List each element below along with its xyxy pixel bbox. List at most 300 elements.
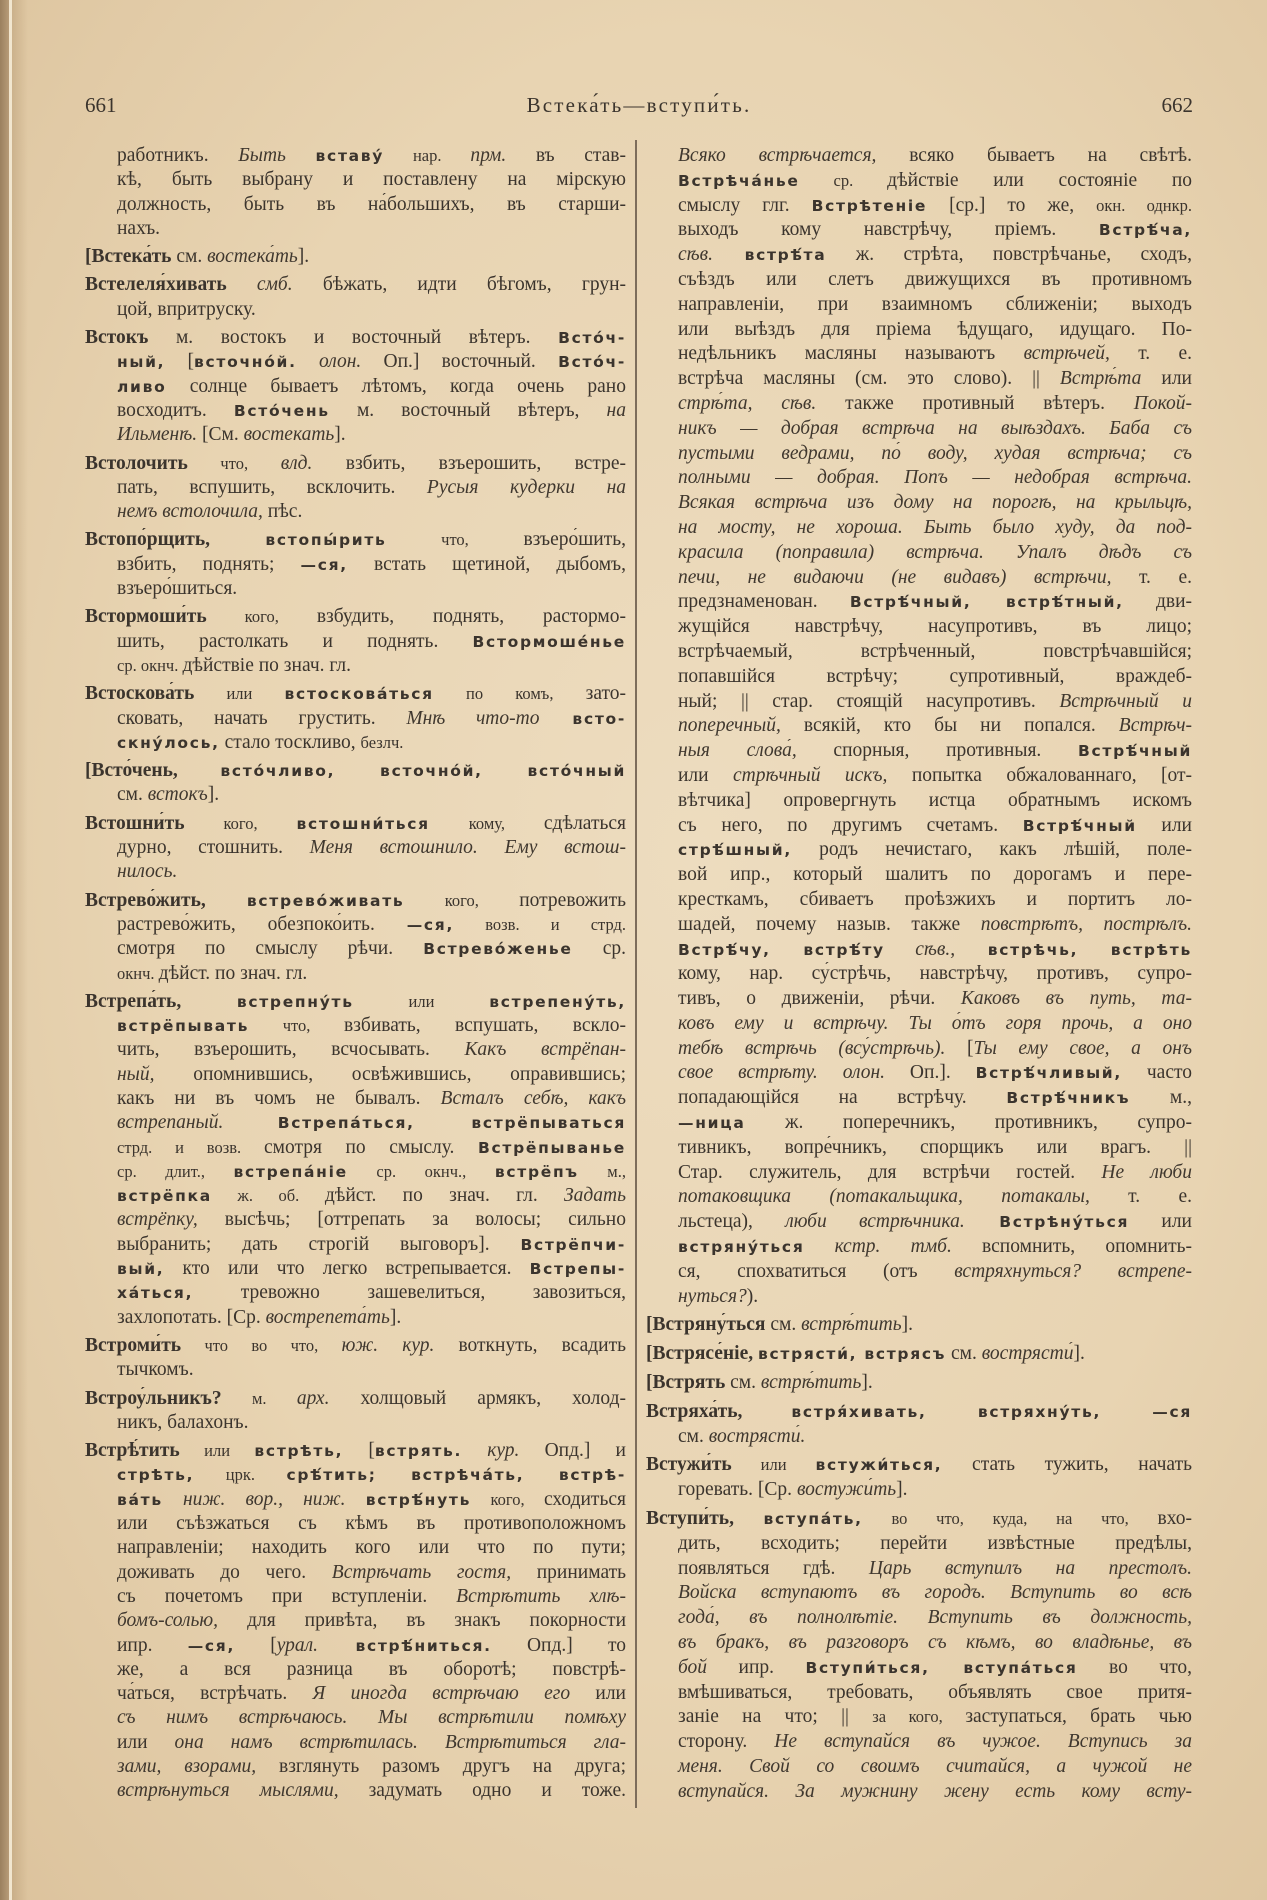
italic-example: красила (поправила) встрѣча. Упалъ дѣдъ съ [678,541,1192,563]
entry-line [85,1233,626,1257]
definition-text: ]. [896,1479,908,1501]
italic-example: Встрѣч- [1118,715,1192,737]
sub-headword: всто́чливо, всточно́й, всто́чный [220,762,626,781]
definition-text: взглянуть разомъ другъ на друга; [256,1756,626,1777]
definition-text: дѣйст. по знач. гл. [158,962,308,984]
entry-line [646,1136,1192,1161]
entry-line [85,1512,626,1536]
entry-line [646,1111,1192,1136]
italic-example: Всталъ себѣ, какъ [440,1087,626,1109]
grammar-abbreviation: кому, [429,813,544,833]
grammar-abbreviation: м., [578,1161,626,1181]
sub-headword: встрепа́ніе [233,1162,348,1181]
italic-example: Всяко встрѣчается, [678,145,877,166]
entry-line [85,654,626,678]
entry-line [85,528,626,552]
definition-text: ]. [389,1306,402,1328]
definition-text: нахъ. [117,217,161,239]
entry-line [646,714,1192,739]
sub-headword: скну́лось, [117,733,220,752]
definition-text: пать, вспушить, всклочить. [117,476,427,498]
entry-line [646,442,1192,467]
headword: Встужи́ть [646,1454,732,1476]
definition-text: взбить, поднять; [117,553,301,575]
entry-line [85,1706,626,1730]
definition-text: [ [235,1634,277,1656]
sub-headword: встрѣть, [254,1442,344,1461]
entry-line [85,1208,626,1232]
entry-line [646,1681,1192,1706]
entry-line [646,1581,1192,1606]
sub-headword: встрять. [374,1442,463,1461]
dictionary-entry [646,1371,1192,1396]
definition-text: ср. [572,938,626,960]
definition-text: дѣйствіе или состояніе по [887,169,1192,191]
definition-text: т. е. [1111,566,1192,588]
definition-text: дить, всходить; перейти извѣстные предѣлы, [678,1532,1192,1554]
sub-headword: вый, [117,1260,165,1279]
sub-headword: Встрёпыванье [477,1138,626,1157]
headword: [Встряну́ться [646,1314,766,1336]
sub-headword: ный, [117,353,166,372]
definition-text: кѣ, быть выбрану и поставлену на мірскую [117,169,626,191]
definition-text: см. [946,1343,982,1365]
page-number-right: 662 [1161,93,1193,117]
entry-line [646,690,1192,715]
sub-headword: встошни́ться [296,814,430,833]
entry-line [646,1631,1192,1656]
definition-text: задумать одно и тоже. [338,1780,626,1802]
definition-text: взбивать, вспушать, вскло- [344,1015,626,1037]
entry-line [85,298,626,322]
italic-example: арх. [296,1387,330,1409]
entry-line [646,392,1192,417]
italic-example: сѣв. [752,392,817,414]
grammar-abbreviation: ср. [799,170,888,190]
italic-example: Меня встошнило. Ему встош- [309,837,626,859]
sub-headword: Встрѣ́чный [1077,742,1192,761]
entry-line [85,1463,626,1487]
italic-example: встрѣчей, [1023,343,1110,365]
italic-example: Быть [238,145,316,166]
headword: Встряха́ть, [646,1400,792,1422]
sub-headword: Встрепа́ться, встрёпываться [277,1114,626,1133]
definition-text: воткнуть, всадить [434,1334,626,1356]
italic-example: Покой- [1133,392,1192,414]
definition-text: попавшійся встрѣчу; супротивный, враждеб- [678,665,1192,687]
entry-line [646,814,1192,839]
entry-line [646,293,1192,318]
definition-text: ипр. [707,1656,806,1678]
entry-line [646,566,1192,591]
italic-example: прм. [470,145,507,166]
definition-text: ча́ться, встрѣчать. [117,1683,313,1705]
sub-headword: стрѣ́шный, [678,841,792,860]
entry-line [646,417,1192,442]
entry-line [646,342,1192,367]
definition-text: солнце бываетъ лѣтомъ, когда очень рано [166,375,626,397]
definition-text: ся, спохватиться (отъ [678,1260,955,1282]
headword: Встрепа́ть, [85,990,237,1012]
definition-text: восходитъ. [117,399,234,421]
definition-text: сковать, начать грустить. [117,707,407,729]
definition-text: ипр. [117,1634,188,1656]
page-binding-edge [0,0,9,1900]
definition-text: стало тоскливо, [219,731,361,753]
definition-text: или [1129,1211,1192,1233]
definition-text: дурно, стошнить. [117,837,310,859]
entry-line [646,1185,1192,1210]
italic-example: пустыми ведрами, по́ воду, худая встрѣча; съ [678,442,1192,464]
italic-example: Войска вступаютъ въ городъ. Вступить во всѣ [678,1582,1192,1604]
definition-text: смотря по смыслу рѣчи. [117,938,424,960]
dictionary-entry [85,452,626,525]
italic-example: ный, [117,1063,155,1085]
sub-headword: Встрѣтеніе [811,196,928,215]
grammar-abbreviation: ж. об. [211,1186,325,1206]
sub-headword: встрёпъ [494,1162,579,1181]
headword: Встопо́рщить, [85,529,266,551]
dictionary-entry [85,326,626,447]
italic-example: Какъ встрёпан- [464,1039,626,1061]
definition-text: стать тужить, начать [942,1454,1192,1476]
running-title: Встека́ть—вступи́ть. [526,93,752,117]
entry-line [646,1342,1192,1367]
entry-line [85,1779,626,1803]
definition-text: работникъ. [117,145,239,166]
entry-line [85,682,626,706]
italic-example: стрѣ́та, [678,392,753,414]
entry-line [85,707,626,731]
italic-example: встрѣ́тить [801,1314,902,1336]
sub-headword: Встрёпчи- [520,1235,626,1254]
definition-text: встать щетиной, дыбомъ, [347,553,626,575]
definition-text: чить, взъерошить, всчосывать. [117,1039,465,1061]
sub-headword: встопы́рить [265,531,387,550]
definition-text: съ почетомъ при вступленіи. [117,1585,457,1607]
italic-example: олон. [296,351,362,373]
entry-line [85,1609,626,1633]
entry-line [646,1606,1192,1631]
entry-line [85,630,626,654]
sub-headword: Встрепы- [529,1260,626,1279]
definition-text: холщовый армякъ, холод- [329,1387,626,1409]
column-divider [635,140,637,1808]
sub-headword: встрёпывать [117,1017,250,1036]
headword: Встолочить [85,452,188,474]
definition-text: т. е. [1109,343,1192,365]
definition-text: см. [765,1314,802,1336]
entry-line [85,731,626,755]
grammar-abbreviation: окнч. [117,963,159,983]
grammar-abbreviation: или [731,1455,816,1475]
grammar-abbreviation: нар. [384,146,471,165]
right-column [646,144,1192,1805]
sub-headword: встрево́живать [246,891,405,910]
italic-example: Мнѣ что-то [406,707,540,729]
entry-line [646,1705,1192,1730]
entry-line [85,375,626,399]
entry-line [646,789,1192,814]
definition-text: ]. [901,1314,913,1336]
italic-example: Русыя кудерки на [426,476,626,498]
italic-example: бомъ-солью, [117,1610,219,1632]
italic-example: ковъ ему и встрѣчу. Ты о́тъ горя прочь, а оно [678,1012,1192,1034]
definition-text: Опд.] то [491,1634,626,1656]
sub-headword: Встрѣну́ться [964,1213,1130,1232]
entry-line [646,665,1192,690]
grammar-abbreviation: или [353,991,490,1011]
definition-text: см. [171,246,208,268]
definition-text: появляться гдѣ. [678,1557,869,1579]
headword: [Встрясе́ніе, [646,1343,758,1365]
italic-example: Всякая встрѣча изъ дому на порогѣ, на крыльцѣ, [678,492,1192,514]
definition-text: выбранить; дать строгій выговоръ]. [117,1233,521,1255]
entry-line [85,1038,626,1062]
italic-example: поперечный, [678,715,781,737]
definition-text: или [117,1731,175,1753]
definition-text: должность, быть въ на́большихъ, въ старши- [117,193,626,215]
grammar-abbreviation: или [194,684,285,704]
italic-example: бой [678,1656,708,1678]
entry-line [646,863,1192,888]
definition-text: захлопотать. [Ср. [117,1306,266,1328]
definition-text: жущійся навстрѣчу, насупротивъ, въ лицо; [678,616,1192,638]
italic-example: полными — добрая. Попъ — недобрая встрѣча. [678,467,1192,489]
headword: Встроми́ть [85,1334,182,1356]
entry-line [85,1488,626,1512]
italic-example: она намъ встрѣтилась. Встрѣтиться гла- [174,1731,626,1753]
grammar-abbreviation: кого, [184,813,297,833]
entry-line [646,1061,1192,1086]
entry-line [85,350,626,374]
sub-headword: Встрѣ́чный, встрѣ́тный, [849,593,1124,612]
left-column [85,144,626,1804]
entry-line [85,1358,626,1382]
grammar-abbreviation: ср. окнч. [117,655,183,675]
entry-line [646,1012,1192,1037]
entry-line [85,1063,626,1087]
entry-line [85,1014,626,1038]
italic-example: немъ встолочила, [117,501,263,523]
definition-text: ]. [207,784,220,806]
definition-text: опомнившись, освѣжившись, оправившись; [154,1063,626,1085]
definition-text: м. востокъ и восточный вѣтеръ. [148,327,559,349]
entry-line [646,1260,1192,1285]
sub-headword: Встрѣ́чникъ [1006,1089,1131,1108]
definition-text: во что, [1077,1656,1192,1678]
grammar-abbreviation: безлч. [360,732,404,752]
definition-text: смотря по смыслу. [263,1136,478,1158]
italic-example: юж. кур. [341,1334,435,1356]
definition-text: съѣздъ или слетъ движущихся въ противномъ [678,268,1192,290]
entry-line [646,243,1192,268]
italic-example: встряхнуться? встрепе- [954,1260,1192,1282]
dictionary-entry [646,1342,1192,1367]
definition-text: растрево́жить, обезпоко́ить. [117,913,407,935]
entry-line [646,739,1192,764]
definition-text: Оп.] восточный. [361,351,559,373]
definition-text: льстеца), [678,1211,786,1233]
entry-line [646,466,1192,491]
entry-line [646,1371,1192,1396]
entry-line [646,838,1192,863]
entry-line [85,399,626,423]
dictionary-entry [646,1507,1192,1805]
italic-example: вступайся. За мужнину жену есть кому всту- [678,1780,1192,1802]
italic-example: встрѣ́тить [760,1372,862,1394]
entry-line [646,590,1192,615]
grammar-abbreviation: что, [187,453,281,473]
italic-example: зами, взорами, [117,1756,257,1777]
definition-text: шадей, почему назыв. также [678,913,981,935]
entry-line [85,962,626,986]
definition-text: м. восточный вѣтеръ, [329,399,607,421]
entry-line [85,1634,626,1658]
entry-line [85,1536,626,1560]
italic-example: тебѣ встрѣчь (всу́стрѣчь). [678,1037,946,1059]
sub-headword: —ся, [406,915,455,934]
sub-headword: встряну́ться [678,1238,805,1257]
definition-text: цой, впритруску. [117,298,256,320]
definition-text: спорныя, противныя. [796,740,1078,762]
definition-text: всякій, кто бы ни попался. [780,715,1119,737]
entry-line [646,268,1192,293]
italic-example: востека́ть [207,246,298,268]
italic-example: печи, не видаючи (не видавъ) встрѣчи, [678,566,1112,588]
italic-example: Встрѣ́та [1059,368,1142,390]
entry-line [85,913,626,937]
italic-example: встокъ [147,784,208,806]
definition-text: кому, нар. су́стрѣчь, навстрѣчу, противъ, супро- [678,963,1192,985]
definition-text: въ став- [506,145,626,166]
entry-line [85,937,626,961]
entry-line [85,577,626,601]
definition-text: доживать до чего. [117,1561,332,1583]
italic-example: Ты ему свое, а онъ [973,1037,1192,1059]
definition-text: предзнаменован. [678,591,850,613]
definition-text: же, а вся разница въ оборотѣ; повстрѣ- [117,1658,626,1680]
entry-line [646,615,1192,640]
definition-text: вой ипр., который шалитъ по дорогамъ и пере- [678,864,1192,886]
definition-text: или съѣзжаться съ кѣмъ въ противоположномъ [117,1513,626,1535]
entry-line [85,605,626,629]
definition-text: [ср.] то же, [927,194,1097,216]
entry-line [646,194,1192,219]
italic-example: кур. [462,1440,520,1462]
sub-headword: всточно́й. [194,353,297,372]
definition-text: или выѣздъ для пріема ѣдущаго, идущаго. По- [678,318,1192,340]
grammar-abbreviation: ср. окнч., [347,1161,495,1181]
definition-text: пѣс. [262,501,303,523]
entry-line [85,860,626,884]
italic-example: востужи́ть [796,1479,897,1501]
entry-line [85,990,626,1014]
entry-line [646,516,1192,541]
definition-text: ный; || стар. стоящій насупротивъ. [678,690,1060,712]
definition-text: или [1141,368,1192,390]
entry-line [85,759,626,783]
headword: Встроу́льникъ? [85,1387,222,1409]
entry-line [85,1257,626,1281]
italic-example: ныя слова́, [678,740,797,762]
definition-text: сходиться [543,1488,626,1510]
entry-line [646,1730,1192,1755]
entry-line [85,553,626,577]
entry-line [646,1235,1192,1260]
definition-text: или [678,764,734,786]
entry-line [85,476,626,500]
entry-line [646,318,1192,343]
headword: Встоскова́ть [85,683,195,705]
entry-line [85,168,626,192]
dictionary-entry [85,273,626,322]
definition-text: [ [945,1037,974,1059]
sub-headword: ха́ться, [117,1284,194,1303]
definition-text: Стар. служитель, для встрѣчи гостей. [678,1161,1102,1183]
definition-text: всяко бываетъ на свѣтѣ. [876,145,1192,166]
sub-headword: Всто́чень [233,401,330,420]
grammar-abbreviation: что, [249,1016,344,1036]
definition-text: вхо- [1157,1508,1192,1530]
definition-text: Оп.]. [885,1062,976,1084]
grammar-abbreviation: кого, [471,1489,544,1509]
sub-headword: ва́ть [117,1490,163,1509]
italic-example: встрепаный. [117,1112,278,1134]
italic-example: ниж. вор., ниж. [162,1488,366,1510]
dictionary-entry [646,1453,1192,1503]
definition-text: заніе на что; || [678,1706,873,1728]
definition-text: высѣчь; [оттрепать за волосы; сильно [197,1209,626,1231]
sub-headword: Всто́ч- [558,353,626,372]
definition-text: ж. поперечникъ, противникъ, супро- [745,1112,1192,1134]
definition-text: попадающійся на встрѣчу. [678,1087,1007,1109]
definition-text: ]. [861,1372,873,1394]
entry-line [85,1184,626,1208]
definition-text: взбить, взъерошить, встре- [312,452,626,474]
entry-line [85,500,626,524]
sub-headword: —ся, [300,555,348,574]
italic-example: вострепета́ть [265,1306,390,1328]
entry-line [85,217,626,241]
sub-headword: всто- [539,709,626,728]
headword: [Встека́ть [85,246,172,268]
entry-line [85,193,626,217]
sub-headword: Встрево́женье [423,940,573,959]
definition-text: дѣйст. по знач. гл. [324,1185,565,1207]
sub-headword: Встрѣ́ча, [1098,221,1192,240]
headword: [Встрять [646,1372,726,1394]
dictionary-entry [85,990,626,1330]
dictionary-entry [85,812,626,885]
italic-example: встрѣнуться мыслями, [117,1780,339,1802]
sub-headword: Вступи́ться, вступа́ться [805,1658,1078,1677]
definition-text: ]. [1073,1343,1085,1365]
sub-headword: встрепну́ть [236,992,354,1011]
grammar-abbreviation: что во что, [181,1335,342,1355]
italic-example: встрёпку, [117,1209,198,1231]
running-header [85,92,1193,118]
headword: Встошни́ть [85,812,185,834]
grammar-abbreviation: ср. длит., [117,1161,234,1181]
dictionary-entry [85,245,626,269]
entry-line [646,1161,1192,1186]
definition-text: дви- [1123,591,1192,613]
sub-headword: встрѣ́та [713,246,827,265]
definition-text: вмѣшиваться, требовать, объявлять свое притя- [678,1681,1192,1703]
entry-line [646,1210,1192,1235]
definition-text: какъ ни въ чомъ не бывалъ. [117,1087,441,1109]
